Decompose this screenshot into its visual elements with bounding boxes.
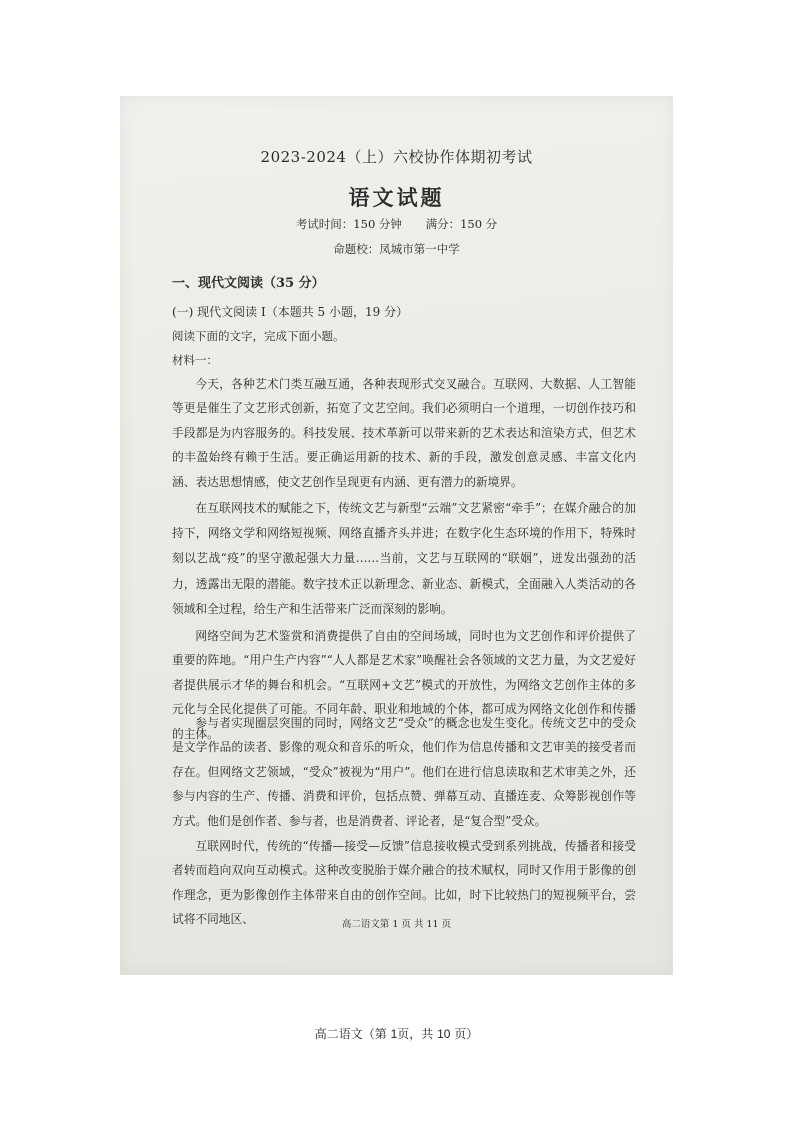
exam-time: 考试时间：150 分钟 — [295, 217, 402, 231]
paragraph-5: 互联网时代，传统的“传播—接受—反馈”信息接收模式受到系列挑战，传播者和接受者转而趋向双向互动模式。这种改变脱胎于媒介融合的技术赋权，同时又作用于影像的创作理念，更为影像创作主体带来自由的创作空间。比如，时下比较热门的短视频平台，尝试将不同地区、 — [172, 839, 636, 927]
footer-middle: 页，共 — [397, 1027, 438, 1041]
inner-page-footer: 高二语文第 1 页 共 11 页 — [341, 919, 452, 930]
part-heading: (一) 现代文阅读 I（本题共 5 小题，19 分） — [172, 305, 409, 319]
material-label: 材料一： — [172, 353, 218, 367]
section-heading: 一、现代文阅读（35 分） — [172, 276, 325, 291]
paragraph-1: 今天，各种艺术门类互融互通，各种表现形式交叉融合。互联网、大数据、人工智能等更是催生了文艺形式创新，拓宽了文艺空间。我们必须明白一个道理，一切创作技巧和手段都是为内容服务的。科技发展、技术革新可以带来新的艺术表达和渲染方式，但艺术的丰盈始终有赖于生活。要正确运用新的技术、新的手段，激发创意灵感、丰富文化内涵、表达思想情感，使文艺创作呈现更有内涵、更有潜力的新境界。 — [172, 377, 636, 489]
paragraph-3: 网络空间为艺术鉴赏和消费提供了自由的空间场域，同时也为文艺创作和评价提供了重要的阵地。“用户生产内容”“人人都是艺术家”唤醒社会各领域的文艺力量，为文艺爱好者提供展示才华的舞台和机会。“互联网+文艺”模式的开放性，为网络文艺创作主体的多元化与全民化提供了可能。不同年龄、职业和地域的个体，都可成为网络文化创作和传播的主体。 — [172, 629, 636, 741]
instruction: 阅读下面的文字，完成下面小题。 — [172, 329, 345, 343]
paragraph-2: 在互联网技术的赋能之下，传统文艺与新型“云端”文艺紧密“牵手”；在媒介融合的加持下，网络文学和网络短视频、网络直播齐头并进；在数字化生态环境的作用下，特殊时刻以艺战“疫”的坚守激起强大力量……当前，文艺与互联网的“联姻”，迸发出强劲的活力，透露出无限的潜能。数字技术正以新理念、新业态、新模式，全面融入人类活动的各领域和全过程，给生产和生活带来广泛而深刻的影响。 — [172, 501, 636, 616]
footer-prefix: 高二语文（第 — [314, 1027, 391, 1041]
scanned-page — [120, 96, 673, 975]
subject-title: 语文试题 — [348, 185, 445, 210]
exam-school: 命题校：凤城市第一中学 — [333, 242, 460, 256]
exam-title: 2023-2024（上）六校协作体期初考试 — [260, 148, 533, 166]
footer-suffix: 页） — [450, 1027, 479, 1041]
exam-meta — [120, 216, 673, 232]
footer-total-pages: 10 — [437, 1027, 451, 1041]
footer-page-number: 1 — [390, 1027, 398, 1041]
exam-score: 满分：150 分 — [425, 217, 498, 231]
paragraph-4: 参与者实现圈层突围的同时，网络文艺“受众”的概念也发生变化。传统文艺中的受众是文学作品的读者、影像的观众和音乐的听众，他们作为信息传播和文艺审美的接受者而存在。但网络文艺领域，“受众”被视为“用户”。他们在进行信息读取和艺术审美之外，还参与内容的生产、传播、消费和评价，包括点赞、弹幕互动、直播连麦、众筹影视创作等方式。他们是创作者、参与者，也是消费者、评论者，是“复合型”受众。 — [172, 716, 636, 828]
document-footer — [0, 1025, 793, 1042]
